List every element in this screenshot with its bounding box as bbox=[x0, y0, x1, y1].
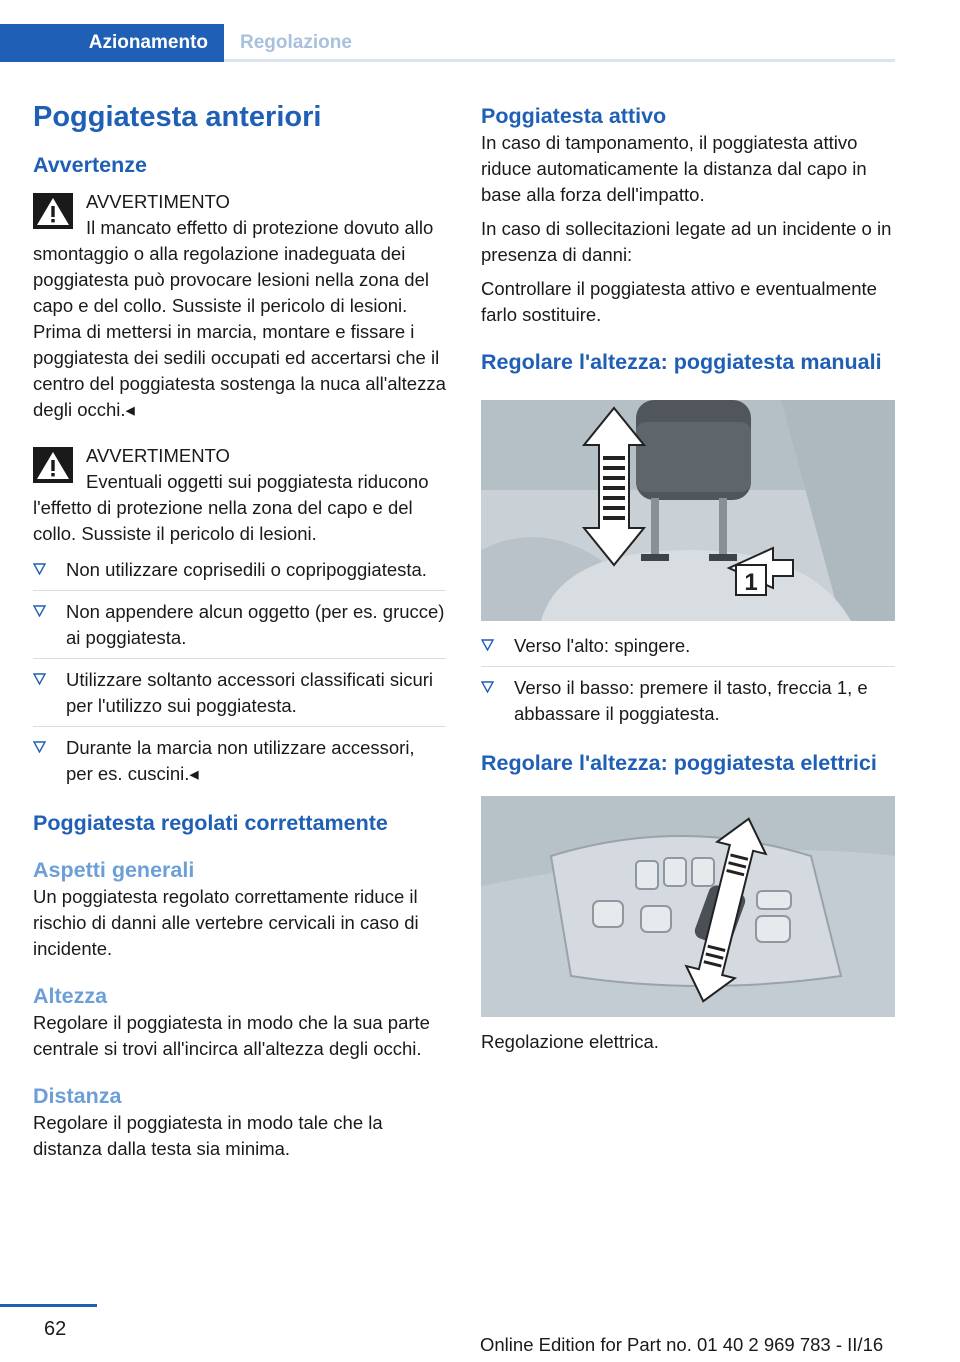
height-heading: Altezza bbox=[33, 984, 108, 1009]
list-item: Verso l'alto: spingere. bbox=[481, 633, 895, 667]
distance-heading: Distanza bbox=[33, 1083, 122, 1108]
list-item: Verso il basso: premere il tasto, freccia 1, e abbassare il poggiatesta. bbox=[481, 675, 895, 735]
warnings-heading: Avvertenze bbox=[33, 152, 147, 177]
list-item: Non appendere alcun oggetto (per es. grucce) ai poggiatesta. bbox=[33, 599, 446, 659]
right-column bbox=[481, 104, 895, 1055]
left-column bbox=[33, 100, 446, 1162]
bullet-triangle-icon bbox=[33, 673, 46, 685]
bullet-triangle-icon bbox=[33, 741, 46, 753]
warning-label: AVVERTIMENTO bbox=[86, 444, 230, 466]
callout-number-1: 1 bbox=[744, 568, 758, 596]
bullet-triangle-icon bbox=[481, 681, 494, 693]
tab-underline bbox=[224, 59, 895, 62]
list-item: Non utilizzare coprisedili o copripoggiatesta. bbox=[33, 557, 446, 591]
warning-block-1 bbox=[33, 189, 446, 423]
edition-footer: Online Edition for Part no. 01 40 2 969 783 - II/16 bbox=[480, 1334, 884, 1355]
distance-text: Regolare il poggiatesta in modo tale che la distanza dalla testa sia minima. bbox=[33, 1111, 383, 1159]
electric-height-heading: Regolare l'altezza: poggiatesta elettrici bbox=[481, 750, 877, 775]
list-item: Utilizzare soltanto accessori classificati sicuri per l'utilizzo sui poggiatesta. bbox=[33, 667, 446, 727]
warning-text: Il mancato effetto di protezione dovuto allo smontaggio o alla regolazione inadeguata dei poggiatesta può provocare lesioni nella zona del capo e del collo. Sussiste il pericolo di lesioni. Prima di mettersi in marcia, montare e fissare i poggiatesta dei sedili occupati ed accertarsi che il centro del poggiatesta sostenga la nuca all'altezza degli occhi.◂ bbox=[33, 216, 446, 420]
warning-text: Eventuali oggetti sui poggiatesta riducono l'effetto di protezione nella zona del capo e del collo. Sussiste il pericolo di lesioni. bbox=[33, 470, 429, 544]
tab-azionamento[interactable]: Azionamento bbox=[0, 24, 224, 62]
headrest-illustration bbox=[481, 400, 895, 621]
active-text-1: In caso di tamponamento, il poggiatesta attivo riduce automaticamente la distanza dal capo in base alla forza dell'impatto. bbox=[481, 131, 867, 205]
electric-controls-figure bbox=[481, 796, 895, 1017]
height-text: Regolare il poggiatesta in modo che la sua parte centrale si trovi all'incirca all'altezza degli occhi. bbox=[33, 1011, 430, 1059]
general-text: Un poggiatesta regolato correttamente riduce il rischio di danni alle vertebre cervicali in caso di incidente. bbox=[33, 886, 419, 960]
tab-regolazione[interactable]: Regolazione bbox=[240, 32, 352, 53]
general-heading: Aspetti generali bbox=[33, 858, 195, 883]
header-tabs bbox=[0, 24, 895, 62]
seat-controls-illustration bbox=[481, 796, 895, 1017]
section-heading-correct: Poggiatesta regolati correttamente bbox=[33, 810, 388, 835]
warning-block-2 bbox=[33, 443, 446, 547]
active-text-3: Controllare il poggiatesta attivo e eventualmente farlo sostituire. bbox=[481, 277, 877, 325]
figure-caption: Regolazione elettrica. bbox=[481, 1031, 659, 1053]
page-title: Poggiatesta anteriori bbox=[33, 101, 322, 133]
list-item: Durante la marcia non utilizzare accessori, per es. cuscini.◂ bbox=[33, 735, 446, 795]
bullet-triangle-icon bbox=[33, 563, 46, 575]
active-headrest-heading: Poggiatesta attivo bbox=[481, 104, 667, 128]
bullet-triangle-icon bbox=[33, 605, 46, 617]
manual-bullet-list bbox=[481, 633, 895, 735]
manual-headrest-figure bbox=[481, 400, 895, 621]
footer-rule bbox=[0, 1304, 97, 1307]
warning-triangle-icon bbox=[33, 193, 73, 229]
page-number: 62 bbox=[44, 1318, 67, 1340]
warning-label: AVVERTIMENTO bbox=[86, 190, 230, 212]
bullet-triangle-icon bbox=[481, 639, 494, 651]
warning-triangle-icon bbox=[33, 447, 73, 483]
active-text-2: In caso di sollecitazioni legate ad un incidente o in presenza di danni: bbox=[481, 217, 892, 265]
manual-height-heading: Regolare l'altezza: poggiatesta manuali bbox=[481, 349, 882, 374]
warning-bullet-list bbox=[33, 557, 446, 795]
